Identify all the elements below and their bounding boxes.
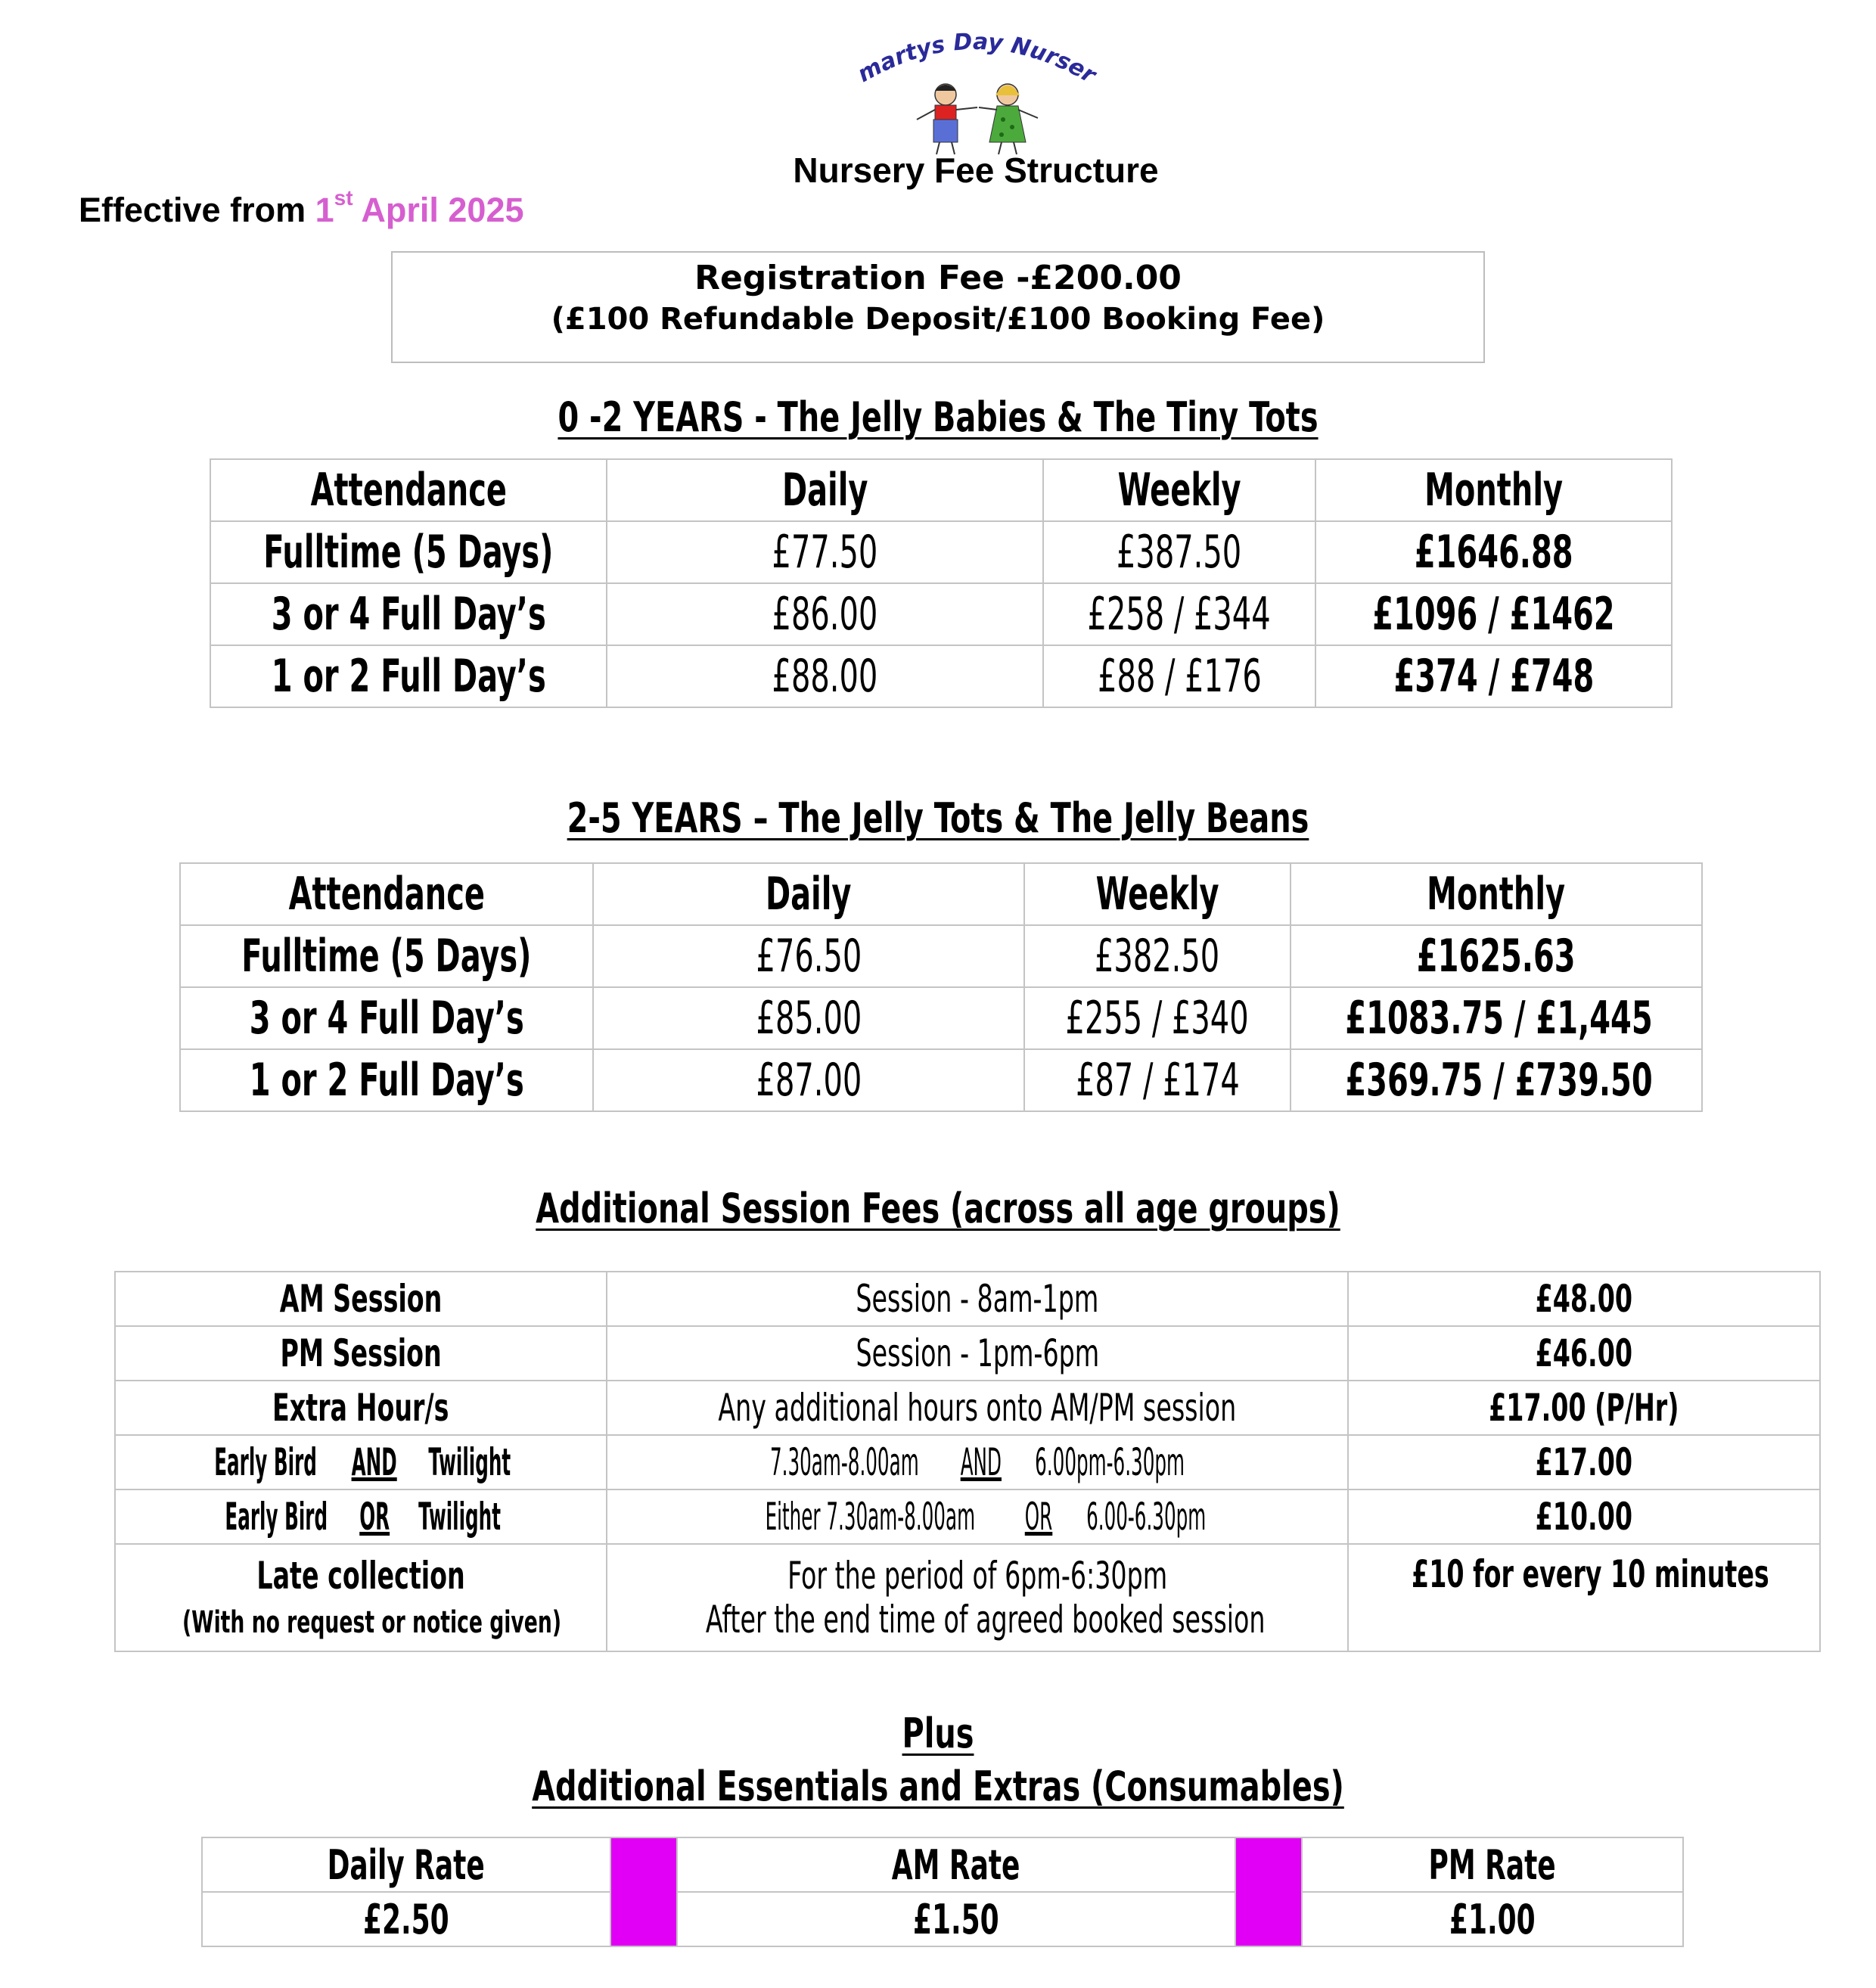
header-cell: Daily Rate <box>202 1837 610 1892</box>
accent-divider <box>610 1837 677 1946</box>
session-price-cell: £48.00 <box>1348 1272 1820 1326</box>
session-desc-cell: For the period of 6pm-6:30pm After the end time of agreed booked session <box>607 1544 1348 1651</box>
attendance-cell: 1 or 2 Full Day’s <box>180 1049 593 1111</box>
session-price-cell: £17.00 (P/Hr) <box>1348 1381 1820 1435</box>
accent-divider <box>1235 1837 1302 1946</box>
monthly-cell: £369.75 / £739.50 <box>1291 1049 1702 1111</box>
header-cell: Monthly <box>1291 863 1702 925</box>
table-row <box>210 521 1672 583</box>
table-row <box>115 1489 1820 1544</box>
monthly-cell: £1083.75 / £1,445 <box>1291 987 1702 1049</box>
table-row <box>115 1544 1820 1651</box>
table-row <box>210 583 1672 645</box>
monthly-cell: £1096 / £1462 <box>1315 583 1672 645</box>
fees-table-0-2-years <box>210 458 1673 708</box>
header-cell: Weekly <box>1024 863 1291 925</box>
table-row <box>210 645 1672 707</box>
rate-cell: £1.50 <box>677 1892 1235 1946</box>
weekly-cell: £87 / £174 <box>1024 1049 1291 1111</box>
session-price-cell: £46.00 <box>1348 1326 1820 1381</box>
session-desc-cell: Any additional hours onto AM/PM session <box>607 1381 1348 1435</box>
session-name-cell: Early Bird OR Twilight <box>115 1489 607 1544</box>
session-price-cell: £17.00 <box>1348 1435 1820 1489</box>
table-header-row <box>210 459 1672 521</box>
registration-fee-box <box>391 251 1485 363</box>
header-cell: Daily <box>593 863 1024 925</box>
daily-cell: £88.00 <box>607 645 1043 707</box>
table-row <box>115 1381 1820 1435</box>
header-cell: Attendance <box>180 863 593 925</box>
header-cell: Daily <box>607 459 1043 521</box>
attendance-cell: 3 or 4 Full Day’s <box>210 583 607 645</box>
session-price-cell: £10 for every 10 minutes <box>1348 1544 1820 1651</box>
rate-cell: £1.00 <box>1302 1892 1683 1946</box>
session-name-cell: Extra Hour/s <box>115 1381 607 1435</box>
header-cell: Attendance <box>210 459 607 521</box>
session-desc-cell: Session - 8am-1pm <box>607 1272 1348 1326</box>
page-title: Nursery Fee Structure <box>793 151 1159 190</box>
header-cell: Monthly <box>1315 459 1672 521</box>
header-cell: Weekly <box>1043 459 1315 521</box>
attendance-cell: Fulltime (5 Days) <box>210 521 607 583</box>
registration-fee: Registration Fee -£200.00 <box>694 259 1182 297</box>
attendance-cell: 1 or 2 Full Day’s <box>210 645 607 707</box>
section-heading-0-2-years: 0 -2 YEARS - The Jelly Babies & The Tiny Tots <box>558 393 1318 441</box>
session-price-cell: £10.00 <box>1348 1489 1820 1544</box>
nursery-logo <box>847 23 1104 159</box>
table-row <box>115 1272 1820 1326</box>
section-heading-additional-sessions: Additional Session Fees (across all age groups) <box>536 1185 1340 1232</box>
session-name-cell: Late collection (With no request or notice given) <box>115 1544 607 1651</box>
rate-cell: £2.50 <box>202 1892 610 1946</box>
session-name-cell: Early Bird AND Twilight <box>115 1435 607 1489</box>
attendance-cell: 3 or 4 Full Day’s <box>180 987 593 1049</box>
table-header-row <box>180 863 1702 925</box>
consumables-table <box>201 1837 1684 1947</box>
weekly-cell: £387.50 <box>1043 521 1315 583</box>
table-row <box>115 1326 1820 1381</box>
additional-session-fees-table <box>114 1271 1821 1652</box>
weekly-cell: £258 / £344 <box>1043 583 1315 645</box>
header-cell: AM Rate <box>677 1837 1235 1892</box>
effective-date: Effective from 1st April 2025 <box>79 186 524 229</box>
daily-cell: £77.50 <box>607 521 1043 583</box>
table-row <box>180 987 1702 1049</box>
daily-cell: £87.00 <box>593 1049 1024 1111</box>
table-row <box>202 1892 1683 1946</box>
session-desc-cell: Session - 1pm-6pm <box>607 1326 1348 1381</box>
daily-cell: £86.00 <box>607 583 1043 645</box>
table-row <box>202 1837 1683 1892</box>
session-desc-cell: 7.30am-8.00am AND6.00pm-6.30pm <box>607 1435 1348 1489</box>
monthly-cell: £1646.88 <box>1315 521 1672 583</box>
weekly-cell: £88 / £176 <box>1043 645 1315 707</box>
plus-heading: Plus <box>902 1710 974 1757</box>
fees-table-2-5-years <box>179 862 1703 1112</box>
table-row <box>180 925 1702 987</box>
session-desc-cell: Either 7.30am-8.00am OR 6.00-6.30pm <box>607 1489 1348 1544</box>
daily-cell: £85.00 <box>593 987 1024 1049</box>
monthly-cell: £1625.63 <box>1291 925 1702 987</box>
section-heading-2-5-years: 2-5 YEARS – The Jelly Tots & The Jelly Beans <box>567 794 1309 842</box>
weekly-cell: £382.50 <box>1024 925 1291 987</box>
svg-text:Smartys Day Nursery: martys Day Nurser <box>853 28 1101 89</box>
monthly-cell: £374 / £748 <box>1315 645 1672 707</box>
section-heading-consumables: Additional Essentials and Extras (Consumables) <box>532 1763 1344 1810</box>
table-row <box>180 1049 1702 1111</box>
attendance-cell: Fulltime (5 Days) <box>180 925 593 987</box>
daily-cell: £76.50 <box>593 925 1024 987</box>
table-row <box>115 1435 1820 1489</box>
registration-note: (£100 Refundable Deposit/£100 Booking Fee) <box>551 302 1325 337</box>
header-cell: PM Rate <box>1302 1837 1683 1892</box>
session-name-cell: AM Session <box>115 1272 607 1326</box>
session-name-cell: PM Session <box>115 1326 607 1381</box>
weekly-cell: £255 / £340 <box>1024 987 1291 1049</box>
